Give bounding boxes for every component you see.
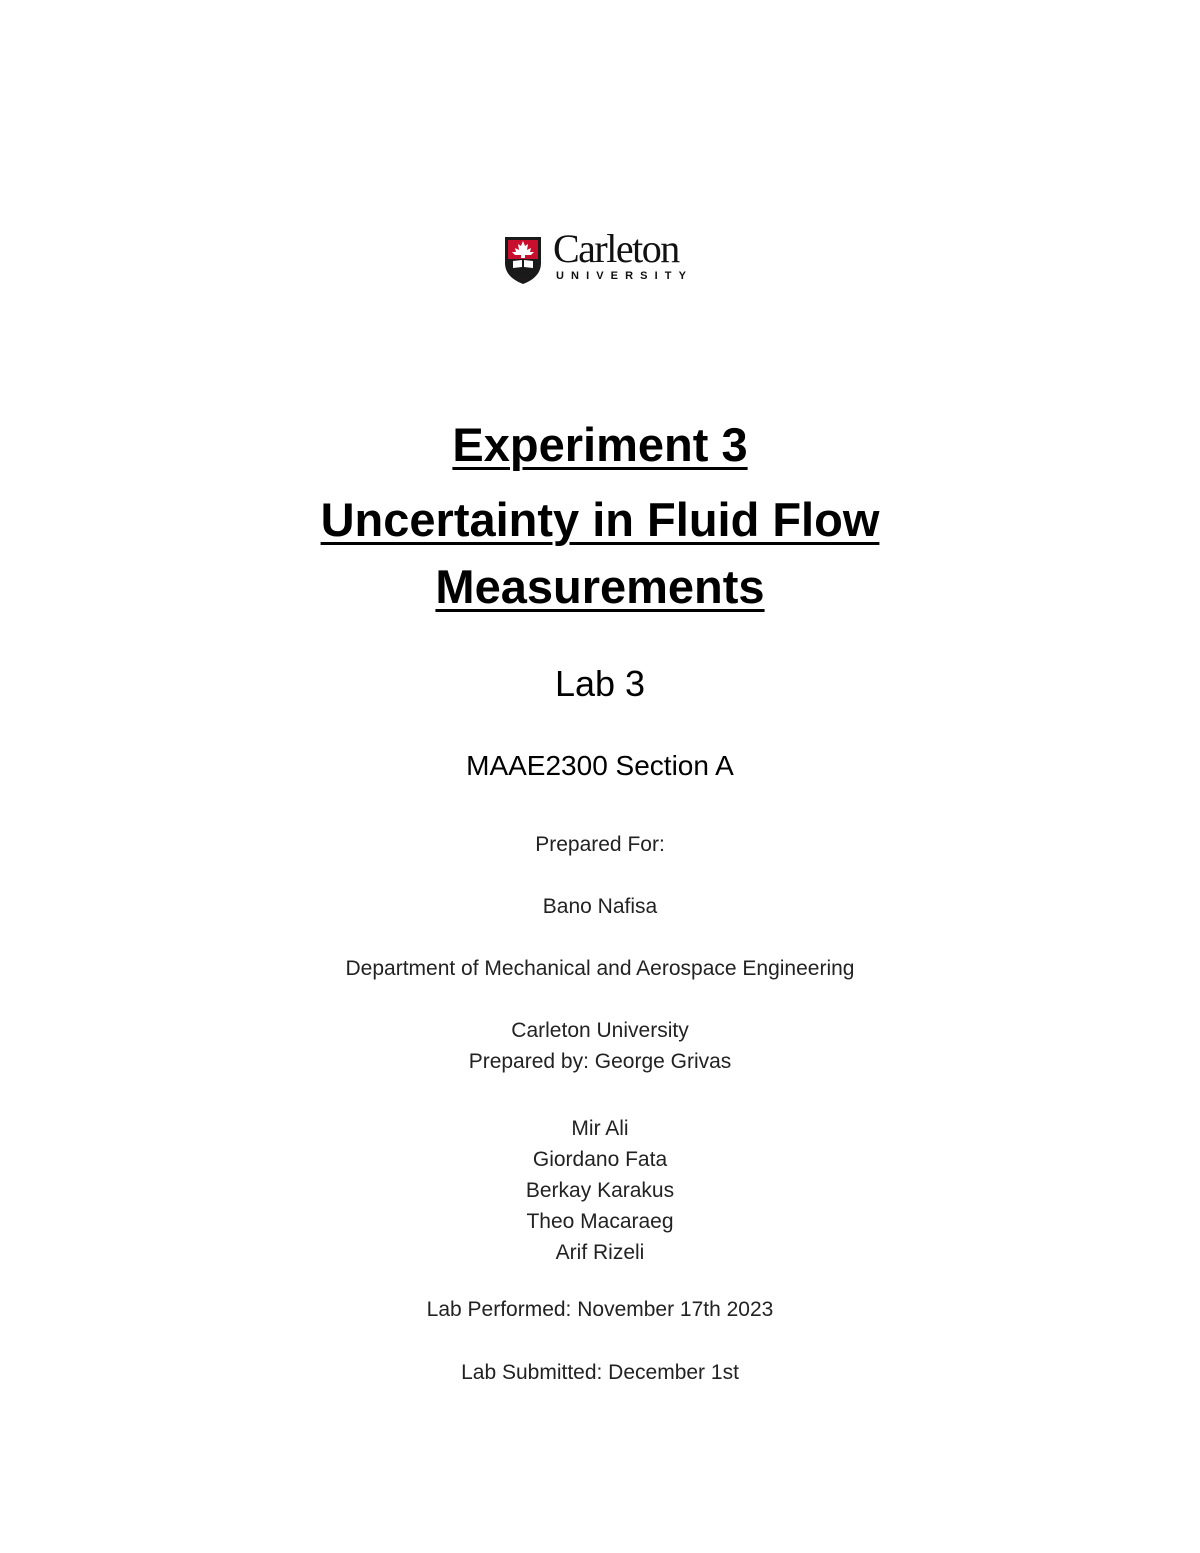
prepared-by: Prepared by: George Grivas bbox=[468, 1050, 732, 1073]
team-member: Mir Ali bbox=[571, 1117, 629, 1140]
team-member: Berkay Karakus bbox=[525, 1179, 675, 1202]
team-member: Theo Macaraeg bbox=[526, 1210, 674, 1233]
university-name: Carleton University bbox=[511, 1019, 689, 1042]
department-name: Department of Mechanical and Aerospace Engineering bbox=[345, 957, 855, 980]
title-line-1: Experiment 3 bbox=[452, 418, 748, 471]
team-member: Arif Rizeli bbox=[555, 1241, 645, 1264]
instructor-name: Bano Nafisa bbox=[542, 895, 658, 918]
lab-number: Lab 3 bbox=[554, 663, 646, 704]
carleton-university-logo bbox=[500, 226, 700, 288]
lab-submitted-date: Lab Submitted: December 1st bbox=[461, 1361, 739, 1384]
carleton-shield-icon bbox=[503, 235, 543, 285]
team-members-list bbox=[0, 1113, 1200, 1268]
team-member: Giordano Fata bbox=[532, 1148, 668, 1171]
logo-wordmark: Carleton bbox=[553, 226, 679, 271]
lab-performed-date: Lab Performed: November 17th 2023 bbox=[426, 1298, 774, 1321]
title-line-3: Measurements bbox=[435, 560, 765, 613]
logo-subtitle: UNIVERSITY bbox=[556, 270, 694, 282]
title-line-2: Uncertainty in Fluid Flow bbox=[320, 493, 880, 546]
prepared-for-label: Prepared For: bbox=[535, 833, 665, 856]
course-section: MAAE2300 Section A bbox=[466, 750, 734, 781]
